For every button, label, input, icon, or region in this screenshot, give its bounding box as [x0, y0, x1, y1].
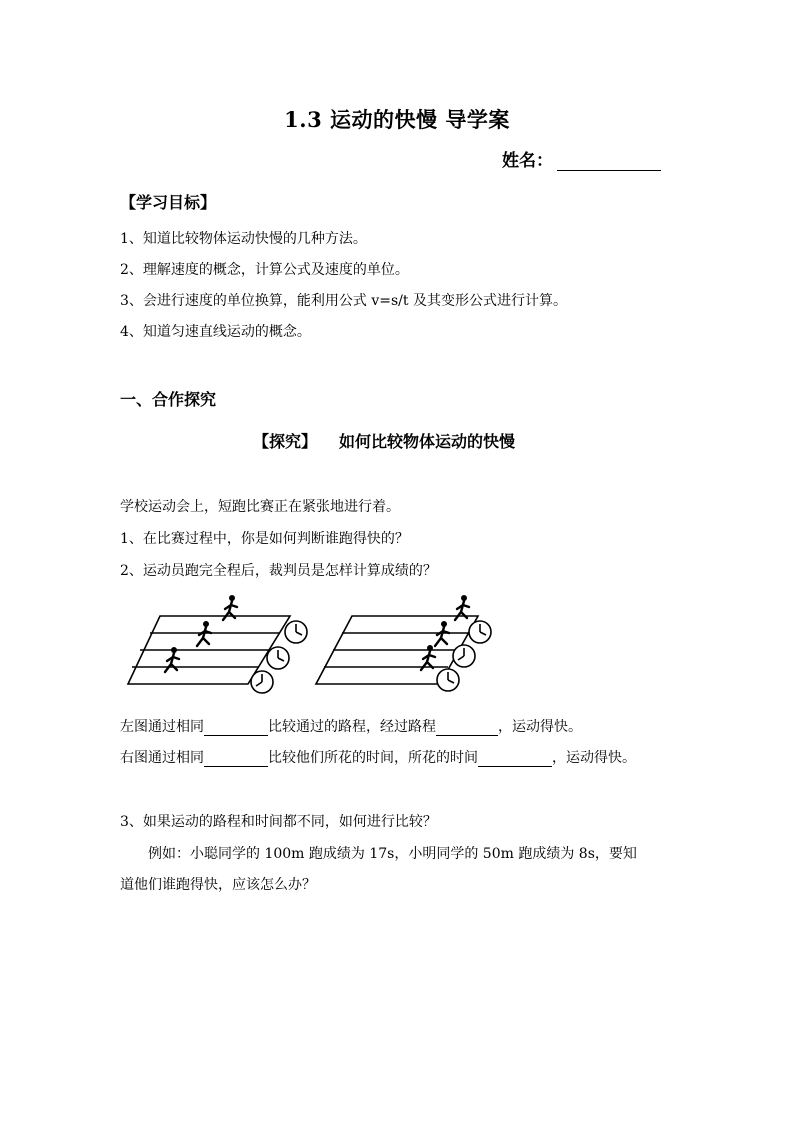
question-2: 2、运动员跑完全程后，裁判员是怎样计算成绩的？ — [120, 563, 437, 579]
left-blank-2[interactable] — [436, 720, 498, 736]
clock-icon — [251, 671, 273, 693]
clock-icon — [453, 645, 475, 667]
page-title: 1.3 运动的快慢 导学案 — [284, 107, 510, 132]
explore-heading — [253, 429, 515, 452]
right-statement-part3: ，运动得快。 — [552, 750, 636, 766]
right-statement-part2: 比较他们所花的时间，所花的时间 — [268, 750, 478, 766]
clock-icon — [469, 621, 491, 643]
left-figure-statement — [120, 716, 582, 736]
right-blank-2[interactable] — [478, 751, 552, 767]
clock-icon — [437, 669, 459, 691]
objective-item-4: 4、知道匀速直线运动的概念。 — [120, 324, 311, 340]
left-blank-1[interactable] — [204, 720, 268, 736]
intro-text: 学校运动会上，短跑比赛正在紧张地进行着。 — [120, 499, 400, 515]
race-track-figure — [120, 592, 500, 696]
clock-icons — [251, 621, 491, 693]
objective-item-3: 3、会进行速度的单位换算，能利用公式 v=s/t 及其变形公式进行计算。 — [120, 293, 567, 309]
name-field — [502, 146, 661, 171]
right-statement-part1: 右图通过相同 — [120, 750, 204, 766]
left-statement-part1: 左图通过相同 — [120, 719, 204, 735]
question-3: 3、如果运动的路程和时间都不同，如何进行比较？ — [120, 814, 437, 830]
clock-icon — [267, 647, 289, 669]
left-statement-part3: ，运动得快。 — [498, 719, 582, 735]
name-blank[interactable] — [557, 152, 661, 171]
right-blank-1[interactable] — [204, 751, 268, 767]
explore-tag: 【探究】 — [253, 432, 318, 451]
example-line-1: 例如：小聪同学的 100m 跑成绩为 17s，小明同学的 50m 跑成绩为 8s，要知 — [148, 846, 637, 862]
objectives-heading: 【学习目标】 — [120, 193, 217, 212]
objective-item-1: 1、知道比较物体运动快慢的几种方法。 — [120, 231, 367, 247]
left-statement-part2: 比较通过的路程，经过路程 — [268, 719, 436, 735]
objective-item-2: 2、理解速度的概念，计算公式及速度的单位。 — [120, 262, 409, 278]
clock-icon — [285, 621, 307, 643]
explore-title: 如何比较物体运动的快慢 — [339, 432, 516, 451]
section-heading-cooperative-inquiry: 一、合作探究 — [120, 390, 217, 409]
question-1: 1、在比赛过程中，你是如何判断谁跑得快的？ — [120, 531, 409, 547]
name-label: 姓名： — [502, 151, 553, 171]
example-line-2: 道他们谁跑得快，应该怎么办？ — [120, 877, 316, 893]
right-figure-statement — [120, 747, 636, 767]
